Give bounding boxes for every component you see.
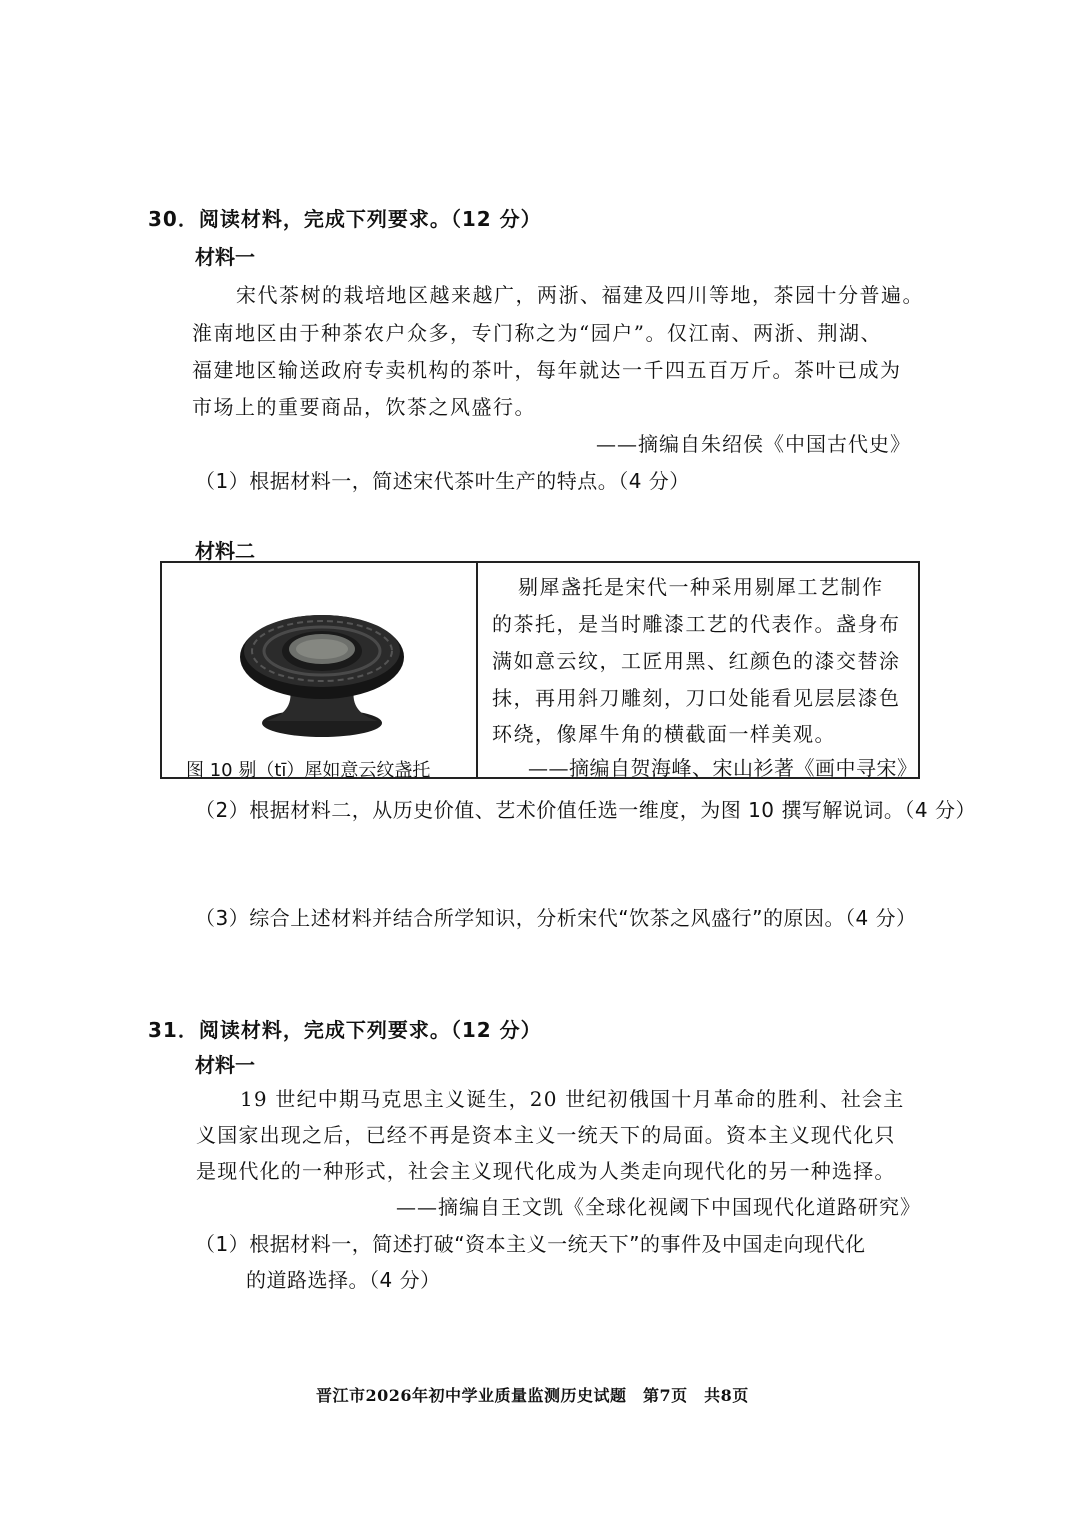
table-divider	[476, 563, 478, 777]
q30-material2-label: 材料二	[195, 539, 255, 563]
q30-material2-line: 环绕，像犀牛角的横截面一样美观。	[492, 722, 836, 746]
material2-table	[160, 561, 920, 779]
figure-caption: 图 10 剔（tī）犀如意云纹盏托	[186, 760, 431, 781]
q30-material2-line: 的茶托，是当时雕漆工艺的代表作。盏身布	[492, 612, 901, 636]
q30-material1-label: 材料一	[195, 245, 255, 269]
q30-subquestion-2: （2）根据材料二，从历史价值、艺术价值任选一维度，为图 10 撰写解说词。（4 分）	[195, 798, 976, 822]
q30-material1-line: 淮南地区由于种茶农户众多，专门称之为“园户”。仅江南、两浙、荆湖、	[192, 321, 882, 345]
cup-stand-figure	[232, 585, 412, 745]
q31-material1-line: 是现代化的一种形式，社会主义现代化成为人类走向现代化的另一种选择。	[196, 1159, 896, 1183]
q30-material1-line: 福建地区输送政府专卖机构的茶叶，每年就达一千四五百万斤。茶叶已成为	[192, 358, 902, 382]
q31-material1-source: ——摘编自王文凯《全球化视阈下中国现代化道路研究》	[396, 1195, 921, 1219]
q30-material2-line: 满如意云纹，工匠用黑、红颜色的漆交替涂	[492, 649, 901, 673]
q30-material2-source: ——摘编自贺海峰、宋山衫著《画中寻宋》	[528, 756, 918, 780]
q31-subquestion-1-cont: 的道路选择。（4 分）	[246, 1268, 441, 1292]
page-footer: 晋江市2026年初中学业质量监测历史试题 第7页 共8页	[316, 1386, 749, 1405]
q31-subquestion-1: （1）根据材料一，简述打破“资本主义一统天下”的事件及中国走向现代化	[195, 1232, 866, 1256]
q30-title: 30．阅读材料，完成下列要求。（12 分）	[148, 207, 542, 231]
q30-subquestion-3: （3）综合上述材料并结合所学知识，分析宋代“饮茶之风盛行”的原因。（4 分）	[195, 906, 917, 930]
q30-material2-line: 抹，再用斜刀雕刻，刀口处能看见层层漆色	[492, 686, 901, 710]
q30-subquestion-1: （1）根据材料一，简述宋代茶叶生产的特点。（4 分）	[195, 469, 690, 493]
q31-material1-line: 19 世纪中期马克思主义诞生，20 世纪初俄国十月革命的胜利、社会主	[240, 1087, 905, 1111]
q30-material1-line: 市场上的重要商品，饮茶之风盛行。	[192, 395, 536, 419]
q31-title: 31．阅读材料，完成下列要求。（12 分）	[148, 1018, 542, 1042]
q30-material2-line: 剔犀盏托是宋代一种采用剔犀工艺制作	[518, 575, 884, 599]
q31-material1-line: 义国家出现之后，已经不再是资本主义一统天下的局面。资本主义现代化只	[196, 1123, 896, 1147]
q30-material1-line: 宋代茶树的栽培地区越来越广，两浙、福建及四川等地，茶园十分普遍。	[236, 283, 924, 307]
q31-material1-label: 材料一	[195, 1053, 255, 1077]
q30-material1-source: ——摘编自朱绍侯《中国古代史》	[596, 432, 911, 456]
